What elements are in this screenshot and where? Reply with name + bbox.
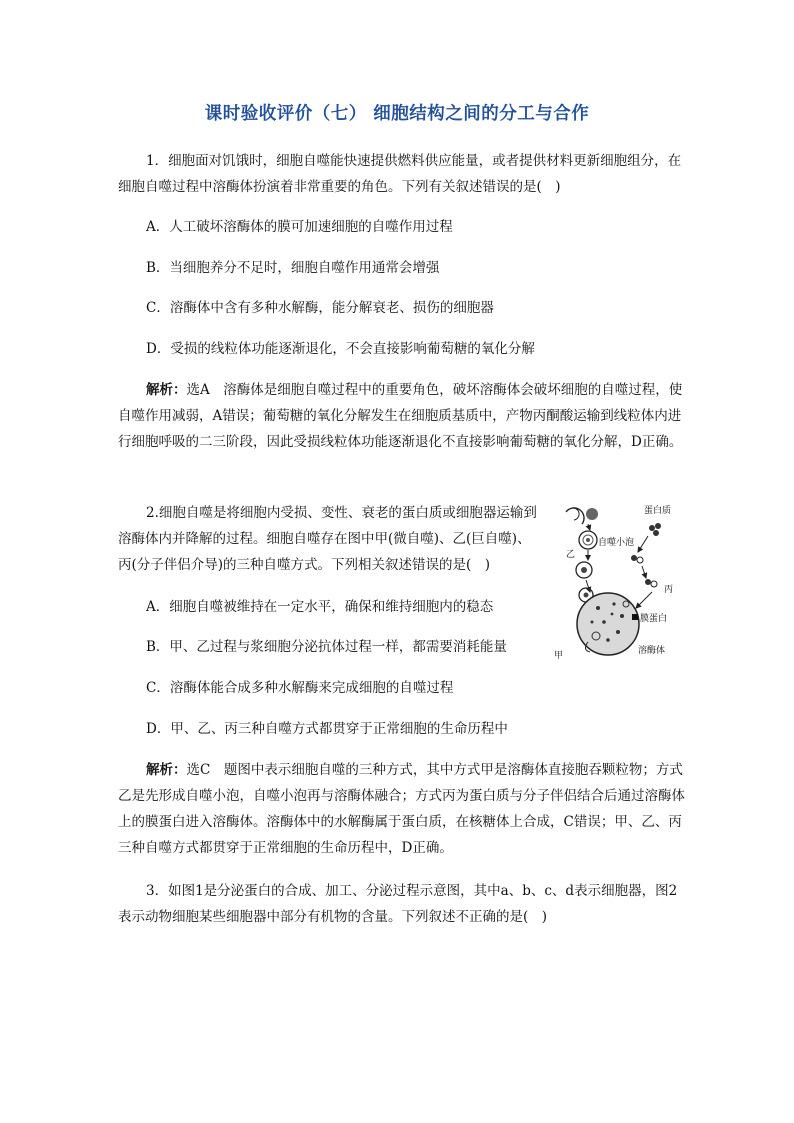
label-bing: 丙 [664, 585, 674, 595]
solution-text: 选C 题图中表示细胞自噬的三种方式，其中方式甲是溶酶体直接胞吞颗粒物；方式乙是先形成自噬小泡，自噬小泡再与溶酶体融合；方式丙为蛋白质与分子伴侣结合后通过溶酶体上的膜蛋白进入溶酶体。溶酶体中的水解酶属于蛋白质，在核糖体上合成，C错误；甲、乙、丙三种自噬方式都贯穿于正常细胞的生命历程中，D正确。 [118, 762, 685, 856]
label-yi: 乙 [566, 550, 576, 560]
solution-label: 解析： [146, 762, 187, 778]
question-2-option-c: C．溶酶体能合成多种水解酶来完成细胞的自噬过程 [146, 680, 454, 696]
organelle-shape [586, 508, 598, 520]
question-1-stem: 1．细胞面对饥饿时，细胞自噬能快速提供燃料供应能量，或者提供材料更新细胞组分，在细胞自噬过程中溶酶体扮演着非常重要的角色。下列有关叙述错误的是( ) [118, 153, 682, 195]
label-vesicle: 自噬小泡 [598, 538, 635, 548]
question-1-solution [118, 377, 688, 455]
label-lysosome: 溶酶体 [638, 646, 666, 656]
label-protein: 蛋白质 [644, 506, 672, 516]
solution-label: 解析： [146, 382, 187, 398]
membrane-protein-shape [632, 614, 638, 620]
page-title: 课时验收评价（七） 细胞结构之间的分工与合作 [204, 104, 590, 124]
question-2-option-a: A．细胞自噬被维持在一定水平，确保和维持细胞内的稳态 [146, 599, 494, 615]
label-jia: 甲 [554, 651, 564, 661]
autophagy-figure [552, 500, 688, 662]
question-2-stem: 2.细胞自噬是将细胞内受损、变性、衰老的蛋白质或细胞器运输到溶酶体内并降解的过程。细胞自噬存在图中甲(微自噬)、乙(巨自噬)、丙(分子伴侣介导)的三种自噬方式。下列相关叙述错误的是( ) [118, 505, 537, 573]
question-2-solution [118, 757, 688, 861]
question-1-option-c: C．溶酶体中含有多种水解酶，能分解衰老、损伤的细胞器 [146, 300, 494, 316]
question-3-stem: 3．如图1是分泌蛋白的合成、加工、分泌过程示意图，其中a、b、c、d表示细胞器，图2表示动物细胞某些细胞器中部分有机物的含量。下列叙述不正确的是( ) [118, 883, 678, 925]
phagophore-shape [566, 508, 584, 524]
question-1-option-b: B．当细胞养分不足时，细胞自噬作用通常会增强 [146, 260, 440, 276]
label-membrane-protein: 膜蛋白 [640, 614, 668, 624]
solution-text: 选A 溶酶体是细胞自噬过程中的重要角色，破坏溶酶体会破坏细胞的自噬过程，使自噬作用减弱，A错误；葡萄糖的氧化分解发生在细胞质基质中，产物丙酮酸运输到线粒体内进行细胞呼吸的二三阶段，因此受损线粒体功能逐渐退化不直接影响葡萄糖的氧化分解，D正确。 [118, 382, 683, 450]
question-1-option-d: D．受损的线粒体功能逐渐退化，不会直接影响葡萄糖的氧化分解 [146, 341, 535, 357]
question-2-option-b: B．甲、乙过程与浆细胞分泌抗体过程一样，都需要消耗能量 [146, 639, 507, 655]
question-2-option-d: D．甲、乙、丙三种自噬方式都贯穿于正常细胞的生命历程中 [146, 721, 508, 737]
question-1-option-a: A．人工破坏溶酶体的膜可加速细胞的自噬作用过程 [146, 219, 453, 235]
